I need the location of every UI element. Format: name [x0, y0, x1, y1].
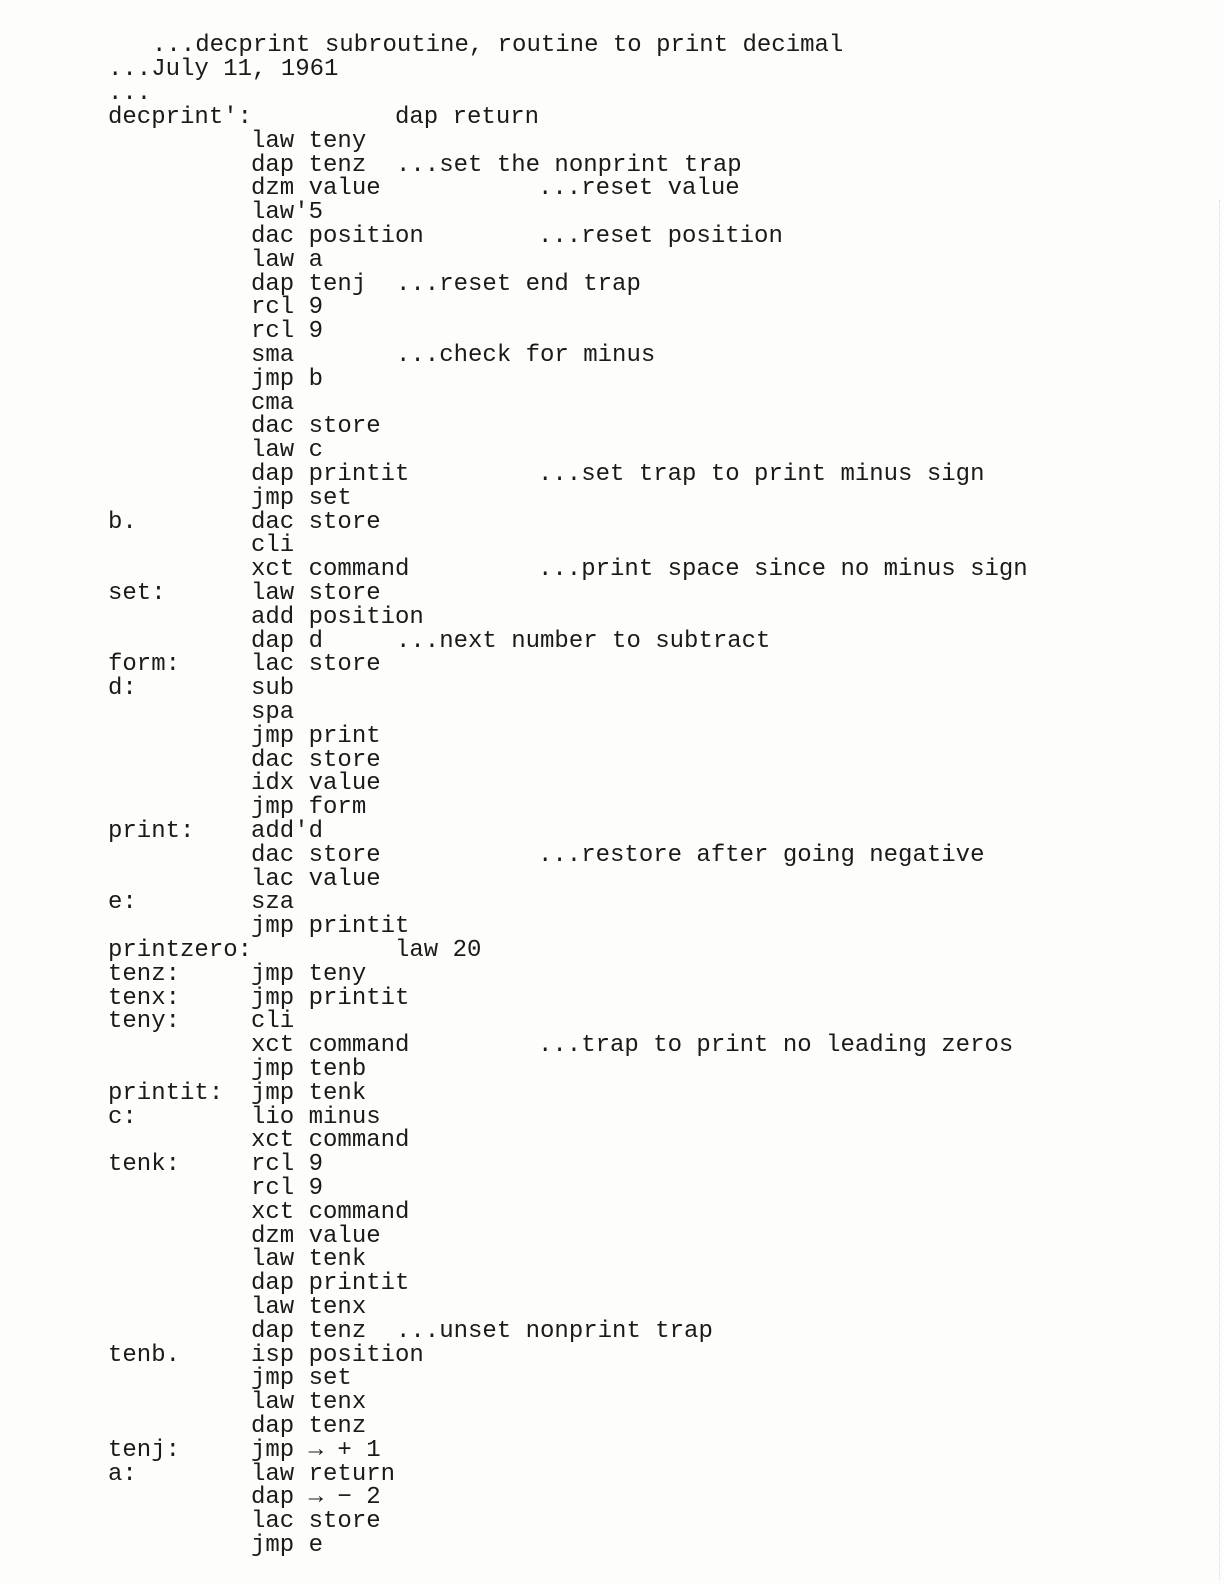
- code-comment: ...unset nonprint trap: [396, 1317, 713, 1345]
- code-label: tenb.: [108, 1341, 181, 1369]
- code-instruction: sza: [251, 889, 295, 917]
- code-instruction: dap d: [251, 627, 324, 655]
- code-instruction: cma: [251, 389, 295, 417]
- page-edge: [1217, 200, 1220, 1580]
- code-label: e:: [108, 889, 137, 917]
- code-instruction: dac store: [251, 508, 381, 536]
- code-instruction: jmp teny: [251, 960, 367, 988]
- code-label: tenj:: [108, 1436, 181, 1464]
- code-instruction: law c: [251, 437, 324, 465]
- code-instruction: jmp printit: [251, 984, 410, 1012]
- code-instruction: law'5: [251, 199, 324, 227]
- header-line: ...decprint subroutine, routine to print decimal: [152, 32, 844, 59]
- code-instruction: rcl 9: [251, 1151, 324, 1179]
- code-instruction: law store: [251, 580, 381, 607]
- code-instruction: isp position: [251, 1341, 424, 1369]
- code-label: print:: [108, 818, 195, 845]
- code-comment: ...next number to subtract: [396, 627, 771, 655]
- code-label: printzero:: [108, 937, 253, 964]
- code-label: a:: [108, 1460, 137, 1488]
- code-instruction: xct command: [251, 1127, 410, 1155]
- code-instruction: dac store: [251, 746, 381, 774]
- code-instruction: law tenx: [251, 1389, 367, 1417]
- code-label: c:: [108, 1103, 137, 1131]
- code-instruction: dac position: [251, 223, 424, 250]
- code-comment: ...check for minus: [396, 342, 656, 369]
- code-comment: ...reset end trap: [396, 270, 641, 298]
- code-instruction: law a: [251, 246, 324, 274]
- code-instruction: sub: [251, 675, 295, 703]
- code-label: teny:: [108, 1008, 181, 1036]
- code-label: printit:: [108, 1079, 224, 1107]
- code-label: form:: [108, 651, 181, 679]
- code-instruction: law tenk: [251, 1246, 367, 1274]
- code-instruction: idx value: [251, 770, 381, 798]
- code-label: tenx:: [108, 984, 181, 1012]
- code-label: tenz:: [108, 960, 181, 988]
- code-instruction: lac value: [251, 865, 381, 893]
- header-line: ...July 11, 1961: [108, 56, 339, 83]
- code-instruction: dap printit: [251, 1270, 410, 1298]
- code-comment: ...reset position: [538, 223, 783, 250]
- code-comment: ...reset value: [538, 175, 740, 203]
- code-instruction: lio minus: [251, 1103, 381, 1131]
- code-instruction: cli: [251, 532, 295, 560]
- code-instruction: dzm value: [251, 1222, 381, 1250]
- code-instruction: xct command: [251, 1198, 410, 1226]
- code-instruction: law 20: [395, 937, 482, 964]
- code-label: set:: [108, 580, 166, 607]
- code-instruction: jmp printit: [251, 913, 410, 941]
- code-instruction: jmp set: [251, 1365, 352, 1393]
- code-instruction: jmp tenb: [251, 1056, 367, 1083]
- code-label: decprint':: [108, 104, 253, 131]
- code-comment: ...print space since no minus sign: [538, 556, 1028, 584]
- code-instruction: xct command: [251, 556, 410, 584]
- code-instruction: jmp set: [251, 484, 352, 512]
- code-instruction: lac store: [251, 1508, 381, 1536]
- code-instruction: law teny: [251, 127, 367, 155]
- code-instruction: rcl 9: [251, 294, 324, 322]
- code-instruction: dap return: [395, 104, 540, 131]
- header-line: ...: [108, 80, 152, 107]
- code-instruction: dap tenz: [251, 1317, 367, 1345]
- code-instruction: lac store: [251, 651, 381, 679]
- code-instruction: add position: [251, 603, 424, 631]
- code-instruction: rcl 9: [251, 318, 324, 346]
- code-instruction: add'd: [251, 818, 324, 845]
- code-comment: ...set the nonprint trap: [396, 151, 742, 179]
- code-comment: ...restore after going negative: [538, 841, 985, 869]
- code-instruction: dac store: [251, 413, 381, 441]
- code-instruction: cli: [251, 1008, 295, 1036]
- code-comment: ...trap to print no leading zeros: [538, 1032, 1014, 1060]
- code-instruction: rcl 9: [251, 1175, 324, 1202]
- code-comment: ...set trap to print minus sign: [538, 461, 985, 488]
- code-instruction: dap → − 2: [251, 1484, 381, 1512]
- code-instruction: sma: [251, 342, 295, 369]
- code-instruction: law return: [251, 1460, 396, 1488]
- code-instruction: jmp b: [251, 365, 324, 393]
- code-instruction: dap tenz: [251, 151, 367, 179]
- code-instruction: law tenx: [251, 1294, 367, 1321]
- code-instruction: dap printit: [251, 461, 410, 488]
- code-instruction: dzm value: [251, 175, 381, 203]
- code-instruction: dap tenj: [251, 270, 367, 298]
- code-instruction: xct command: [251, 1032, 410, 1060]
- code-instruction: jmp → + 1: [251, 1436, 381, 1464]
- code-instruction: jmp form: [251, 794, 367, 822]
- code-instruction: dac store: [251, 841, 381, 869]
- code-instruction: dap tenz: [251, 1413, 367, 1440]
- code-label: d:: [108, 675, 137, 703]
- code-instruction: jmp print: [251, 722, 381, 750]
- code-instruction: jmp tenk: [251, 1079, 367, 1107]
- code-label: b.: [108, 508, 137, 536]
- code-instruction: jmp e: [251, 1532, 324, 1559]
- code-label: tenk:: [108, 1151, 181, 1179]
- code-instruction: spa: [251, 699, 295, 726]
